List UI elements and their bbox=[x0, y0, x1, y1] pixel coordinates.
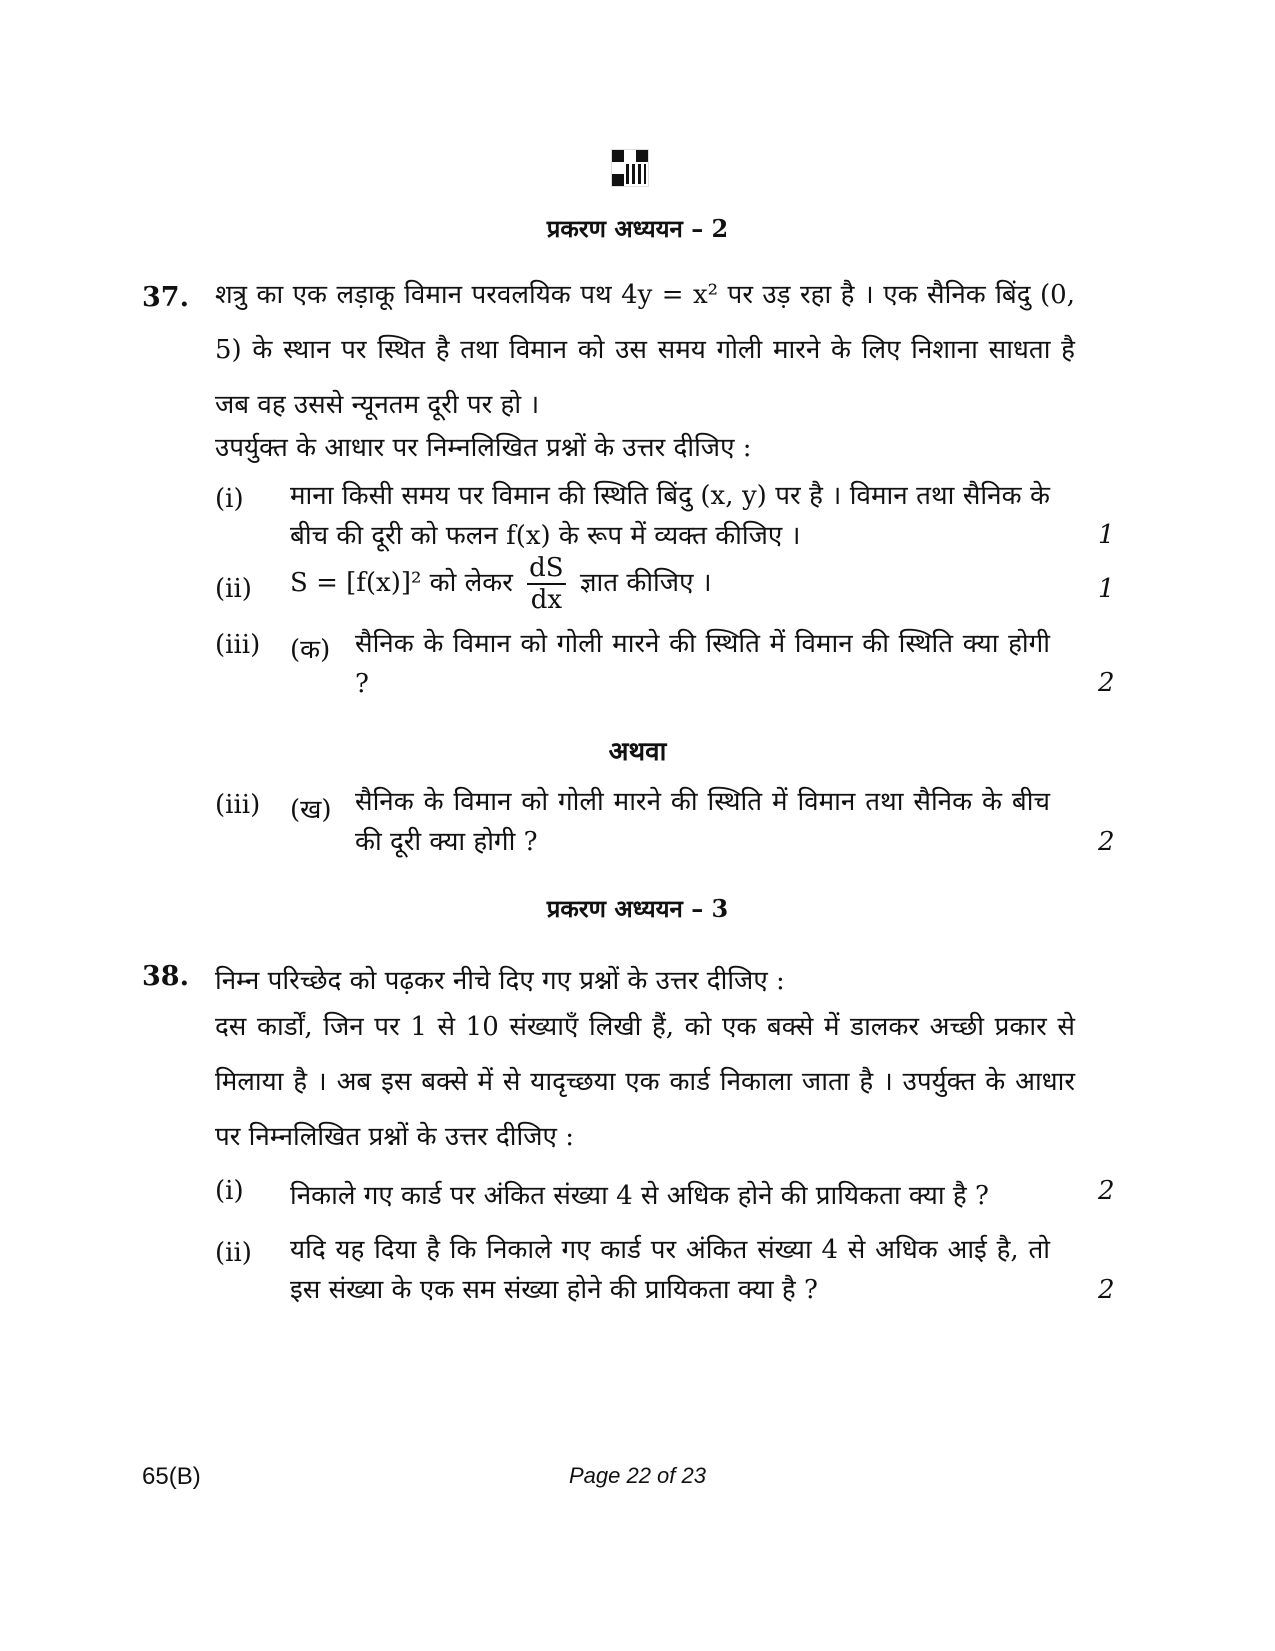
q38-part-ii-marks: 2 bbox=[1098, 1275, 1115, 1305]
paper-code: 65(B) bbox=[142, 1463, 201, 1490]
q37-part-iii-b-label: (iii) bbox=[215, 790, 261, 820]
q37-part-ii-text bbox=[290, 553, 712, 615]
q37-part-i-marks: 1 bbox=[1098, 520, 1115, 550]
question-37-number: 37. bbox=[142, 282, 189, 313]
or-divider: अथवा bbox=[608, 737, 667, 767]
q37-part-iii-a-marks: 2 bbox=[1098, 668, 1115, 698]
question-37-instruction: उपर्युक्त के आधार पर निम्नलिखित प्रश्नों के उत्तर दीजिए : bbox=[215, 433, 752, 463]
question-37-intro: शत्रु का एक लड़ाकू विमान परवलयिक पथ 4y = x² पर उड़ रहा है । एक सैनिक बिंदु (0, 5) के स्थान पर स्थित है तथा विमान को उस समय गोली मारने के लिए निशाना साधता है जब वह उससे न्यूनतम दूरी पर हो । bbox=[215, 280, 1075, 420]
fraction-denominator: dx bbox=[530, 585, 563, 615]
q38-part-i-marks: 2 bbox=[1098, 1176, 1115, 1206]
q37-part-ii-text-after: ज्ञात कीजिए । bbox=[579, 568, 712, 598]
question-38-passage: दस कार्डों, जिन पर 1 से 10 संख्याएँ लिखी हैं, को एक बक्से में डालकर अच्छी प्रकार से मिलाया है । अब इस बक्से में से यादृच्छया एक कार्ड निकाला जाता है । उपर्युक्त के आधार पर निम्नलिखित प्रश्नों के उत्तर दीजिए : bbox=[215, 1012, 1075, 1152]
page-number: Page 22 of 23 bbox=[568, 1463, 706, 1488]
q38-part-ii-label: (ii) bbox=[215, 1238, 252, 1268]
derivative-fraction bbox=[527, 553, 565, 615]
q37-part-iii-b-sublabel: (ख) bbox=[290, 795, 332, 825]
q37-part-iii-b-text: सैनिक के विमान को गोली मारने की स्थिति में विमान तथा सैनिक के बीच की दूरी क्या होगी ? bbox=[355, 787, 1050, 857]
question-38-intro: निम्न परिच्छेद को पढ़कर नीचे दिए गए प्रश्नों के उत्तर दीजिए : bbox=[215, 966, 785, 996]
q38-part-i-text: निकाले गए कार्ड पर अंकित संख्या 4 से अधिक होने की प्रायिकता क्या है ? bbox=[290, 1181, 989, 1211]
question-38-number: 38. bbox=[142, 961, 189, 992]
q37-part-iii-a-sublabel: (क) bbox=[290, 635, 331, 665]
q37-part-iii-a-text: सैनिक के विमान को गोली मारने की स्थिति में विमान की स्थिति क्या होगी ? bbox=[355, 629, 1050, 699]
qr-code bbox=[612, 150, 648, 186]
q37-part-ii-marks: 1 bbox=[1098, 574, 1115, 604]
q38-part-i-label: (i) bbox=[215, 1176, 244, 1206]
q37-part-ii-text-before: S = [f(x)]² को लेकर bbox=[290, 568, 513, 598]
q37-part-i-label: (i) bbox=[215, 484, 244, 514]
case-study-3-heading: प्रकरण अध्ययन – 3 bbox=[546, 894, 729, 923]
q38-part-ii-text: यदि यह दिया है कि निकाले गए कार्ड पर अंकित संख्या 4 से अधिक आई है, तो इस संख्या के एक सम संख्या होने की प्रायिकता क्या है ? bbox=[290, 1235, 1050, 1305]
q37-part-i-text: माना किसी समय पर विमान की स्थिति बिंदु (x, y) पर है । विमान तथा सैनिक के बीच की दूरी को फलन f(x) के रूप में व्यक्त कीजिए । bbox=[290, 481, 1050, 551]
case-study-2-heading: प्रकरण अध्ययन – 2 bbox=[546, 214, 729, 243]
q37-part-ii-label: (ii) bbox=[215, 574, 252, 604]
fraction-numerator: dS bbox=[529, 553, 564, 583]
q37-part-iii-a-label: (iii) bbox=[215, 630, 261, 660]
q37-part-iii-b-marks: 2 bbox=[1098, 827, 1115, 857]
